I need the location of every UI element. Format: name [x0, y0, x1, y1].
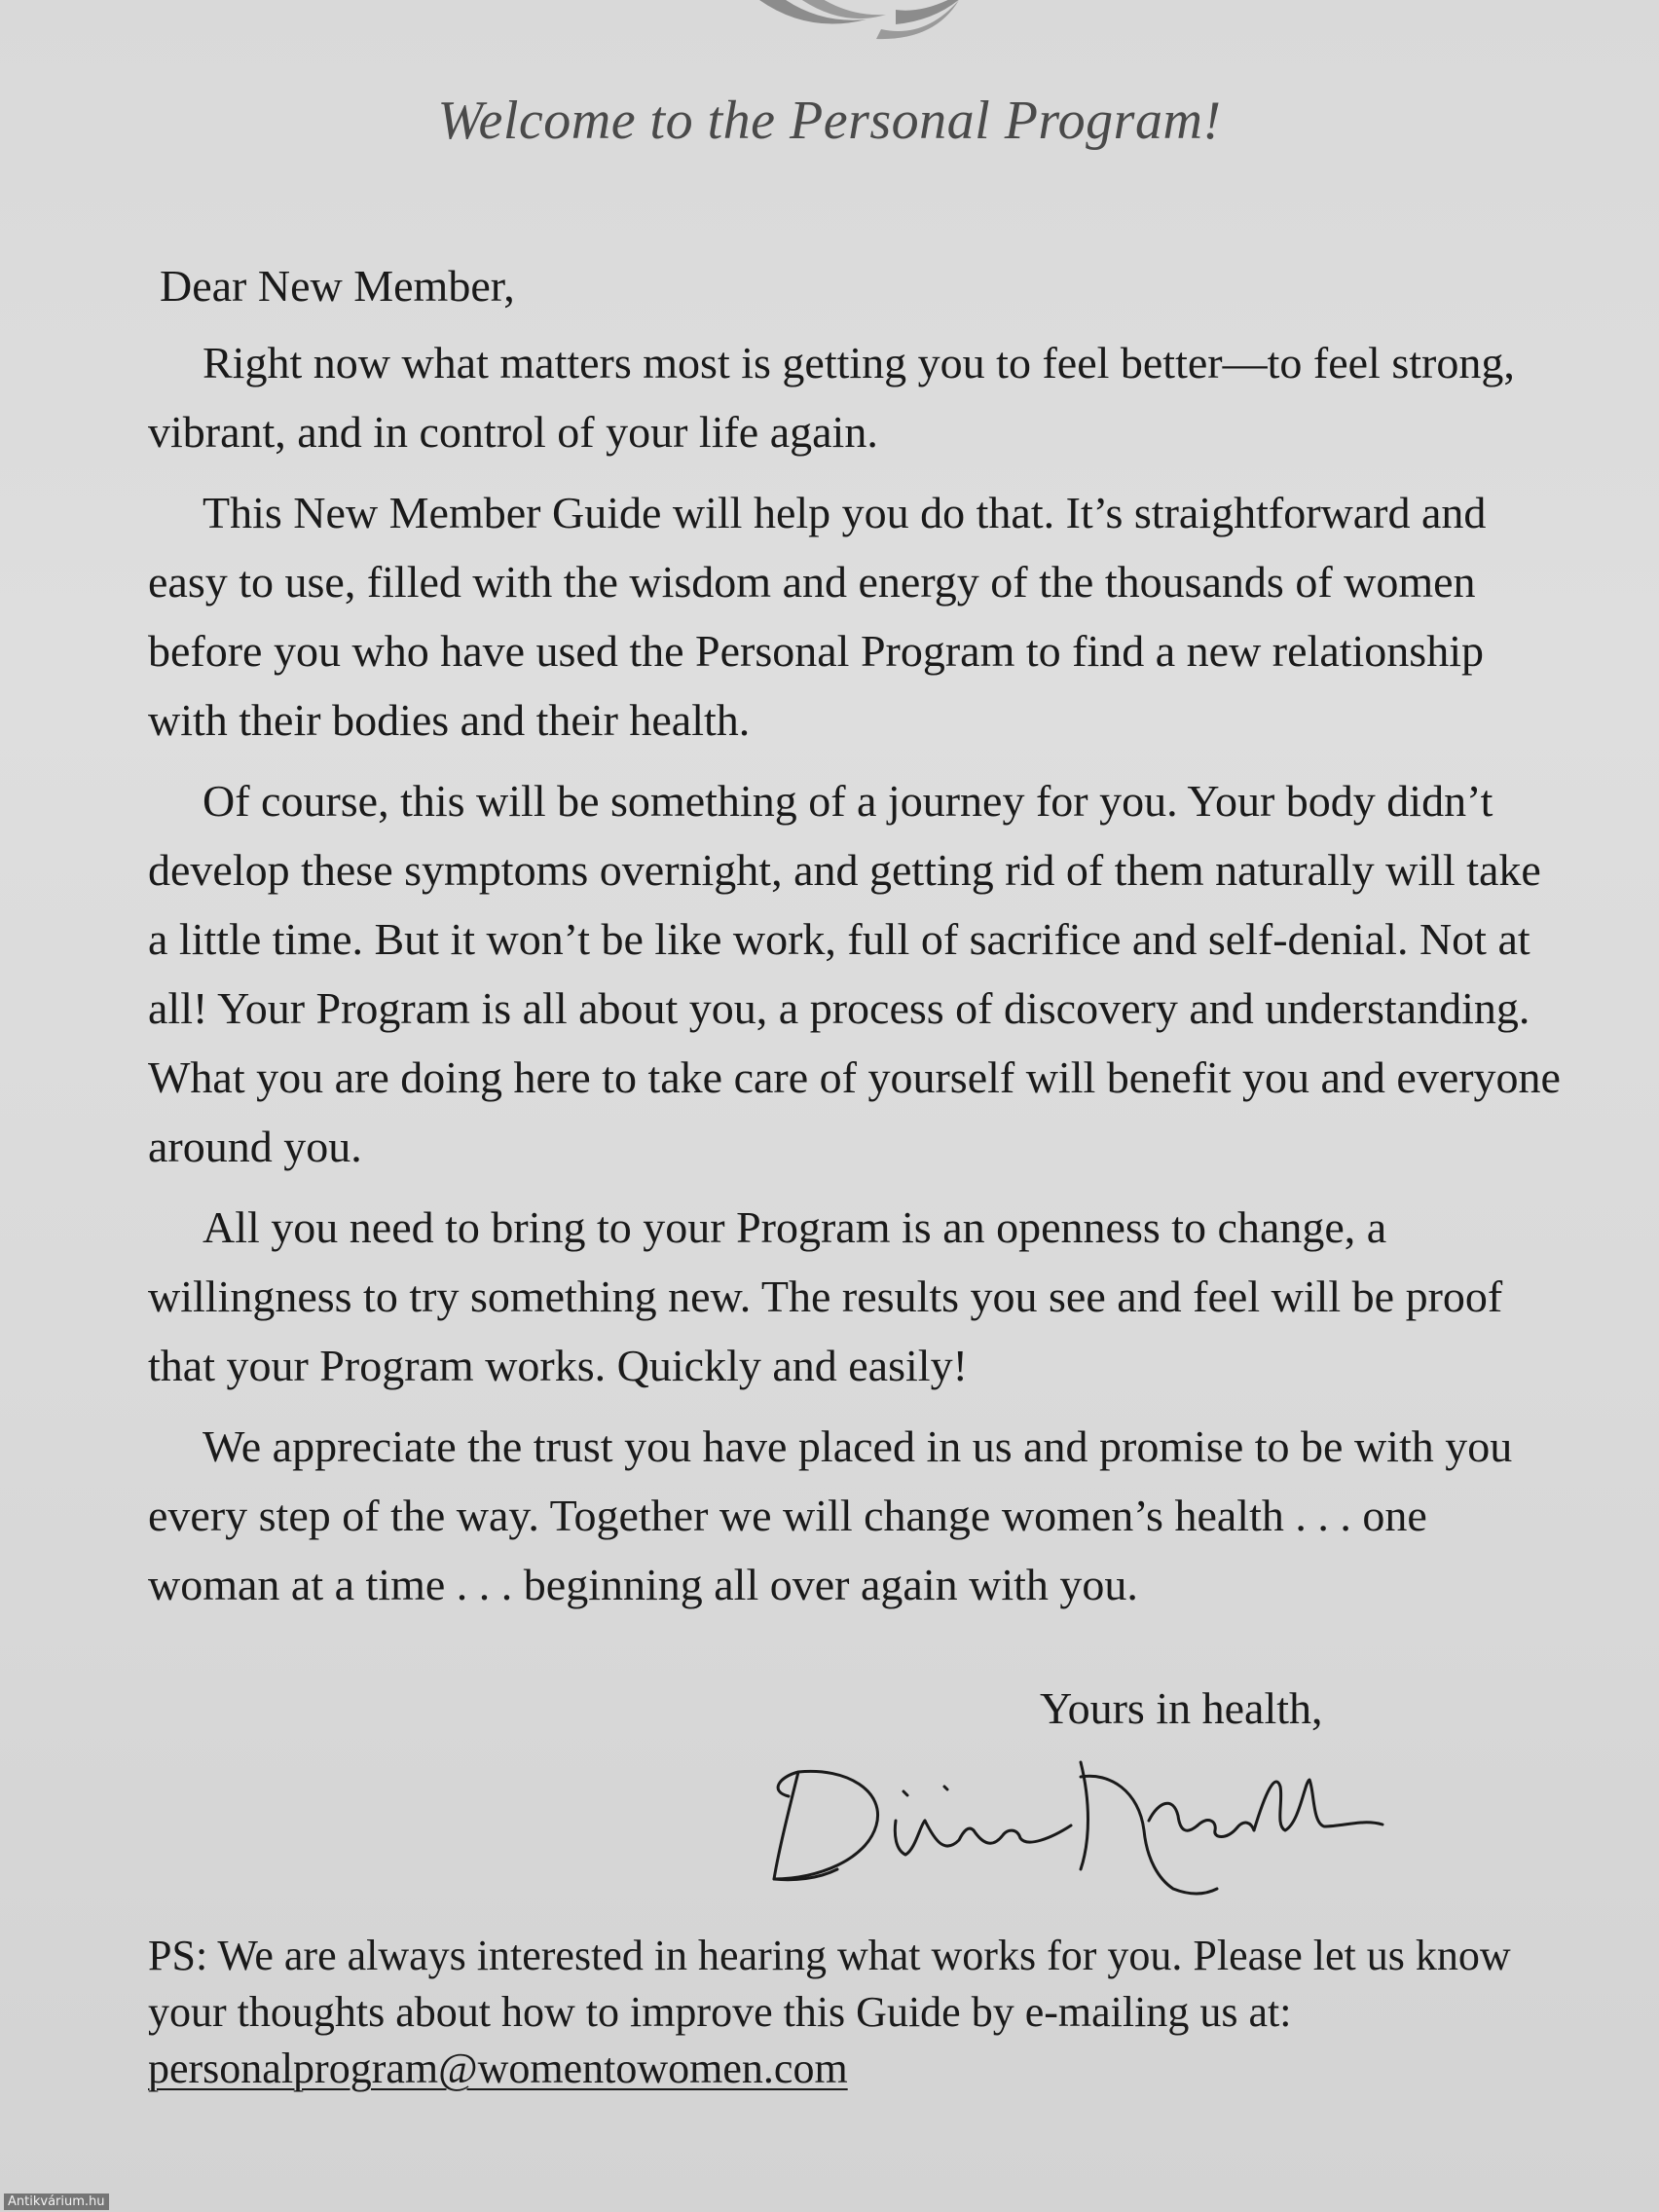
- signature-image: [759, 1733, 1616, 1908]
- paragraph: We appreciate the trust you have placed in us and promise to be with you every step of the way. Together we will change women’s health . . . one woman at a time . . . beginning all over again with you.: [148, 1421, 1513, 1609]
- page-title: Welcome to the Personal Program!: [437, 91, 1222, 151]
- letter-body: [148, 251, 1569, 1631]
- watermark: Antikvárium.hu: [4, 2194, 109, 2210]
- email-link[interactable]: personalprogram@womentowomen.com: [148, 2045, 848, 2092]
- salutation: Dear New Member,: [160, 261, 515, 311]
- paragraph: Of course, this will be something of a journey for you. Your body didn’t develop these symptoms overnight, and getting rid of them naturally will take a little time. But it won’t be like work, full of sacrifice and self-denial. Not at all! Your Program is all about you, a process of discovery and understanding. What you are doing here to take care of yourself will benefit you and everyone around you.: [148, 776, 1561, 1171]
- signature-label: Dixie Marcelle: [759, 1733, 767, 1734]
- closing: Yours in health,: [1040, 1683, 1323, 1733]
- postscript: [148, 1928, 1569, 2097]
- ps-text: PS: We are always interested in hearing what works for you. Please let us know your thoughts about how to improve this Guide by e-mailing us at:: [148, 1932, 1511, 2036]
- paragraph: This New Member Guide will help you do that. It’s straightforward and easy to use, filled with the wisdom and energy of the thousands of women before you who have used the Personal Program to find a new relationship with their bodies and their health.: [148, 488, 1487, 745]
- paragraph: Right now what matters most is getting you to feel better—to feel strong, vibrant, and in control of your life again.: [148, 338, 1515, 457]
- logo-icon: [750, 0, 993, 58]
- paragraph: All you need to bring to your Program is an openness to change, a willingness to try something new. The results you see and feel will be proof that your Program works. Quickly and easily!: [148, 1202, 1503, 1390]
